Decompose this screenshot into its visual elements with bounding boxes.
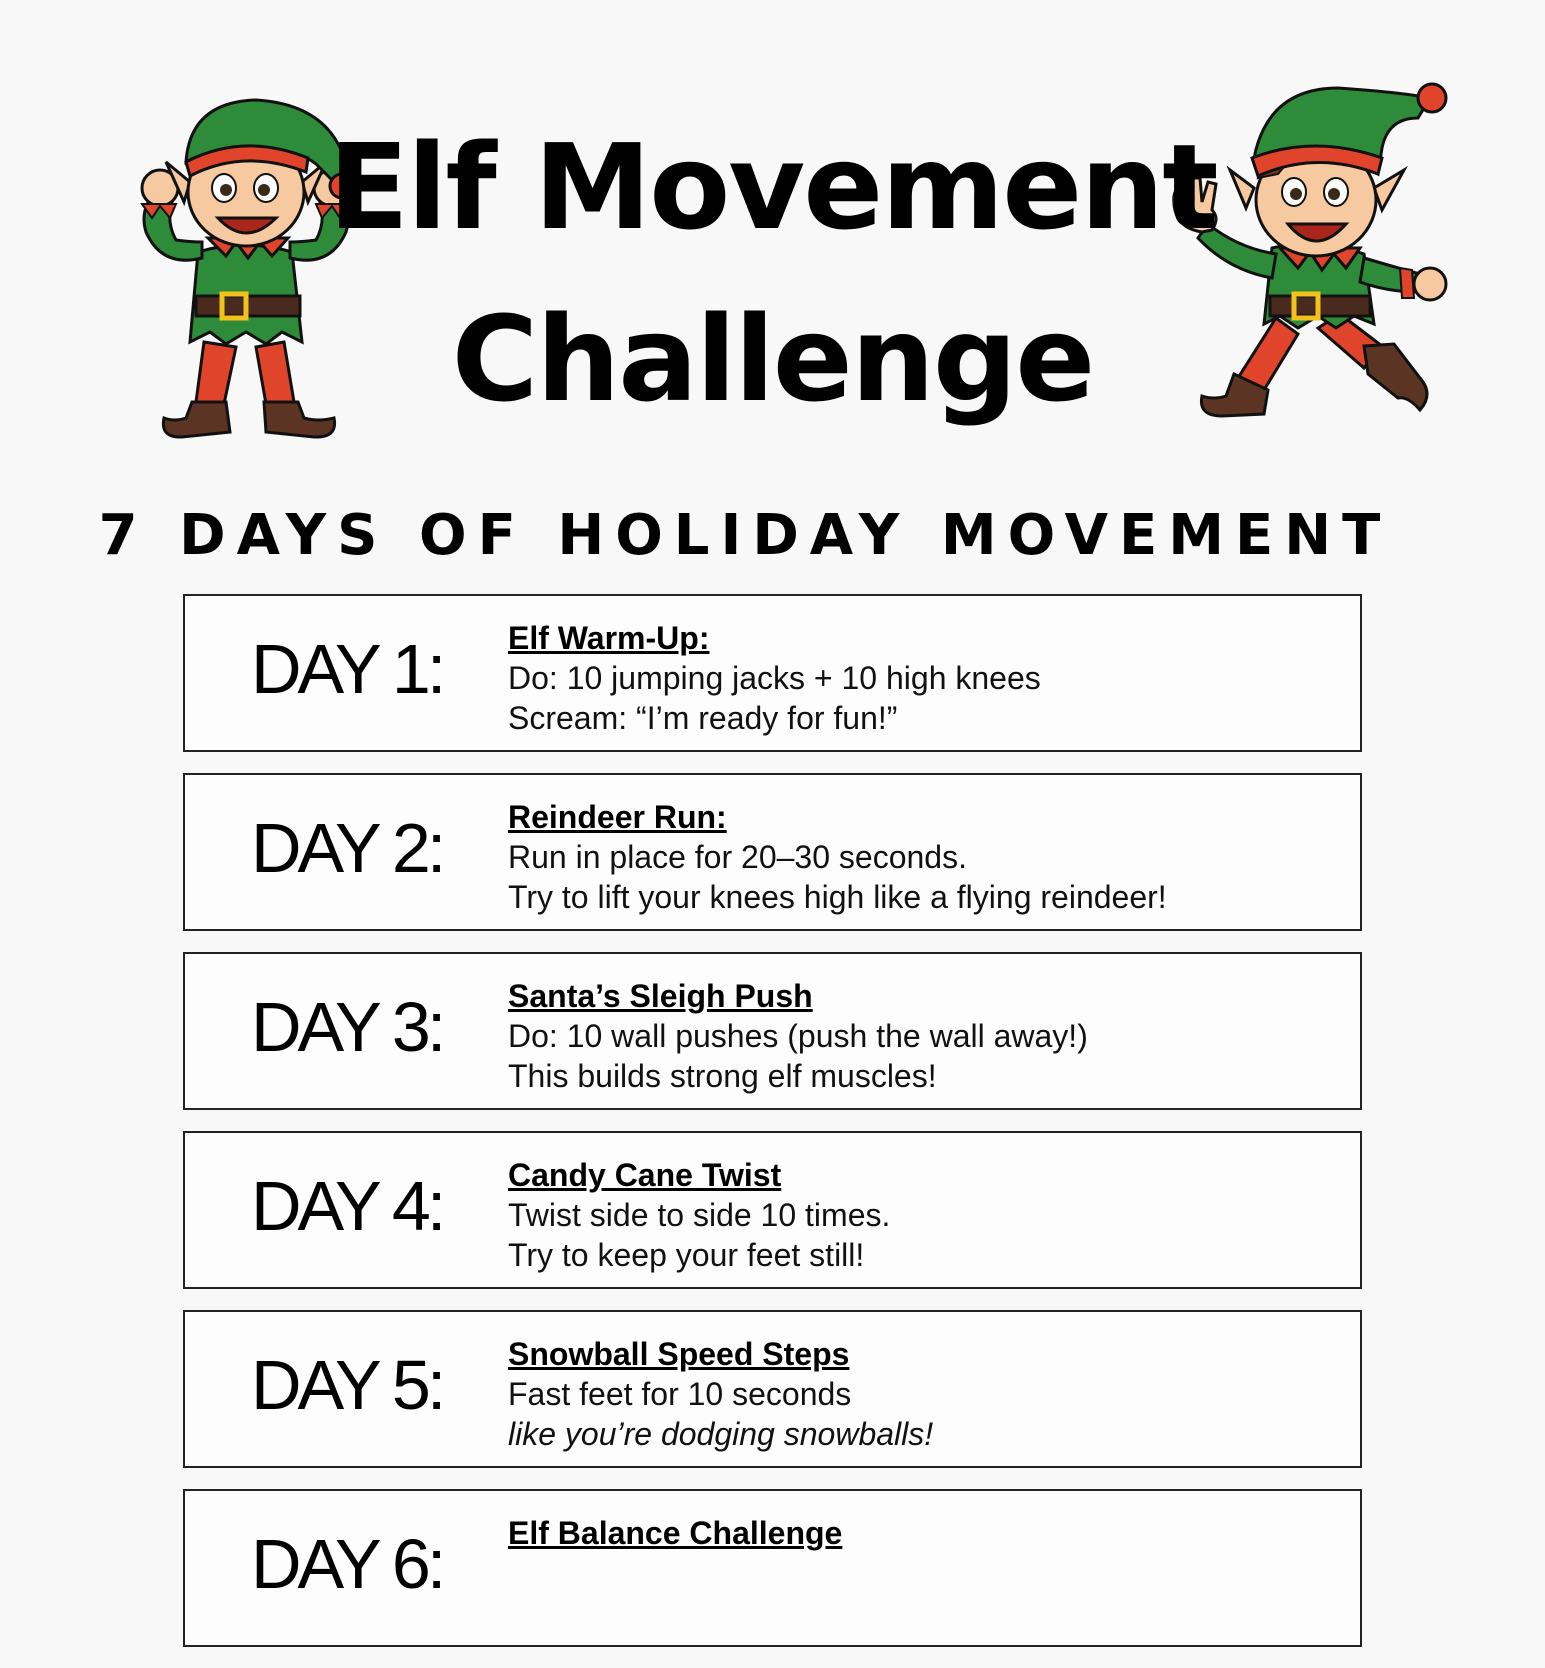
day-instruction-2: Scream: “I’m ready for fun!” (508, 700, 898, 736)
day-body (508, 1334, 1348, 1454)
day-instruction-1: Fast feet for 10 seconds (508, 1376, 852, 1412)
day-instruction-2: like you’re dodging snowballs! (508, 1416, 934, 1452)
day-instruction-1: Do: 10 jumping jacks + 10 high knees (508, 660, 1041, 696)
day-card-5 (183, 1310, 1362, 1468)
day-instruction-2: Try to lift your knees high like a flying reindeer! (508, 879, 1167, 915)
day-instruction-2: This builds strong elf muscles! (508, 1058, 937, 1094)
day-instruction-2: Try to keep your feet still! (508, 1237, 865, 1273)
day-card-4 (183, 1131, 1362, 1289)
day-instruction-1: Twist side to side 10 times. (508, 1197, 891, 1233)
day-card-3 (183, 952, 1362, 1110)
day-label: DAY 2: (251, 809, 443, 887)
day-instruction-1: Run in place for 20–30 seconds. (508, 839, 967, 875)
page-subtitle: 7 DAYS OF HOLIDAY MOVEMENT (98, 503, 1392, 568)
page-title-line2: Challenge (451, 290, 1094, 428)
day-heading: Elf Balance Challenge (508, 1515, 843, 1551)
day-label: DAY 4: (251, 1167, 443, 1245)
day-body (508, 976, 1348, 1096)
day-list (183, 594, 1362, 1668)
day-body (508, 1155, 1348, 1275)
day-card-1 (183, 594, 1362, 752)
day-body (508, 1513, 1348, 1553)
day-label: DAY 5: (251, 1346, 443, 1424)
day-label: DAY 1: (251, 630, 443, 708)
day-heading: Candy Cane Twist (508, 1157, 782, 1193)
day-heading: Snowball Speed Steps (508, 1336, 850, 1372)
day-instruction-1: Do: 10 wall pushes (push the wall away!) (508, 1018, 1088, 1054)
day-heading: Reindeer Run: (508, 799, 727, 835)
day-body (508, 797, 1348, 917)
day-card-2 (183, 773, 1362, 931)
day-label: DAY 6: (251, 1525, 443, 1603)
day-heading: Elf Warm-Up: (508, 620, 710, 656)
day-heading: Santa’s Sleigh Push (508, 978, 813, 1014)
day-card-6 (183, 1489, 1362, 1647)
day-body (508, 618, 1348, 738)
day-label: DAY 3: (251, 988, 443, 1066)
page-title-line1: Elf Movement (328, 118, 1217, 256)
